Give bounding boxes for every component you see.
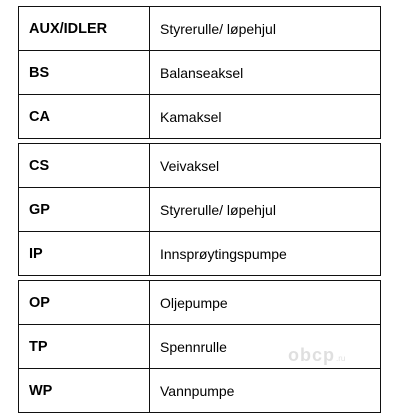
table-row — [19, 369, 380, 412]
description-cell: Styrerulle/ løpehjul — [160, 201, 276, 218]
code-cell: IP — [19, 232, 150, 275]
table-group-1 — [18, 6, 381, 139]
table-group-2 — [18, 143, 381, 276]
description-cell: Kamaksel — [160, 108, 222, 125]
description-cell: Oljepumpe — [160, 294, 228, 311]
table-row — [19, 325, 380, 369]
table-row — [19, 95, 380, 138]
table-row — [19, 144, 380, 188]
description-cell: Balanseaksel — [160, 64, 244, 81]
description-cell: Veivaksel — [160, 157, 220, 174]
code-cell: BS — [19, 51, 150, 94]
table-group-3 — [18, 280, 381, 413]
watermark-text: obcp — [288, 344, 335, 365]
description-cell: Vannpumpe — [160, 382, 235, 399]
description-cell: Innsprøytingspumpe — [160, 245, 287, 262]
watermark-suffix: .ru — [336, 353, 346, 363]
code-cell: CA — [19, 95, 150, 138]
code-cell: CS — [19, 144, 150, 187]
code-cell: AUX/IDLER — [19, 7, 150, 50]
code-cell: WP — [19, 369, 150, 412]
code-cell: GP — [19, 188, 150, 231]
table-row — [19, 51, 380, 95]
table-row — [19, 7, 380, 51]
abbreviation-table — [18, 6, 381, 417]
code-cell: OP — [19, 281, 150, 324]
code-cell: TP — [19, 325, 150, 368]
table-row — [19, 232, 380, 275]
table-row — [19, 188, 380, 232]
table-row — [19, 281, 380, 325]
description-cell: Spennrulle — [160, 338, 227, 355]
description-cell: Styrerulle/ løpehjul — [160, 20, 276, 37]
